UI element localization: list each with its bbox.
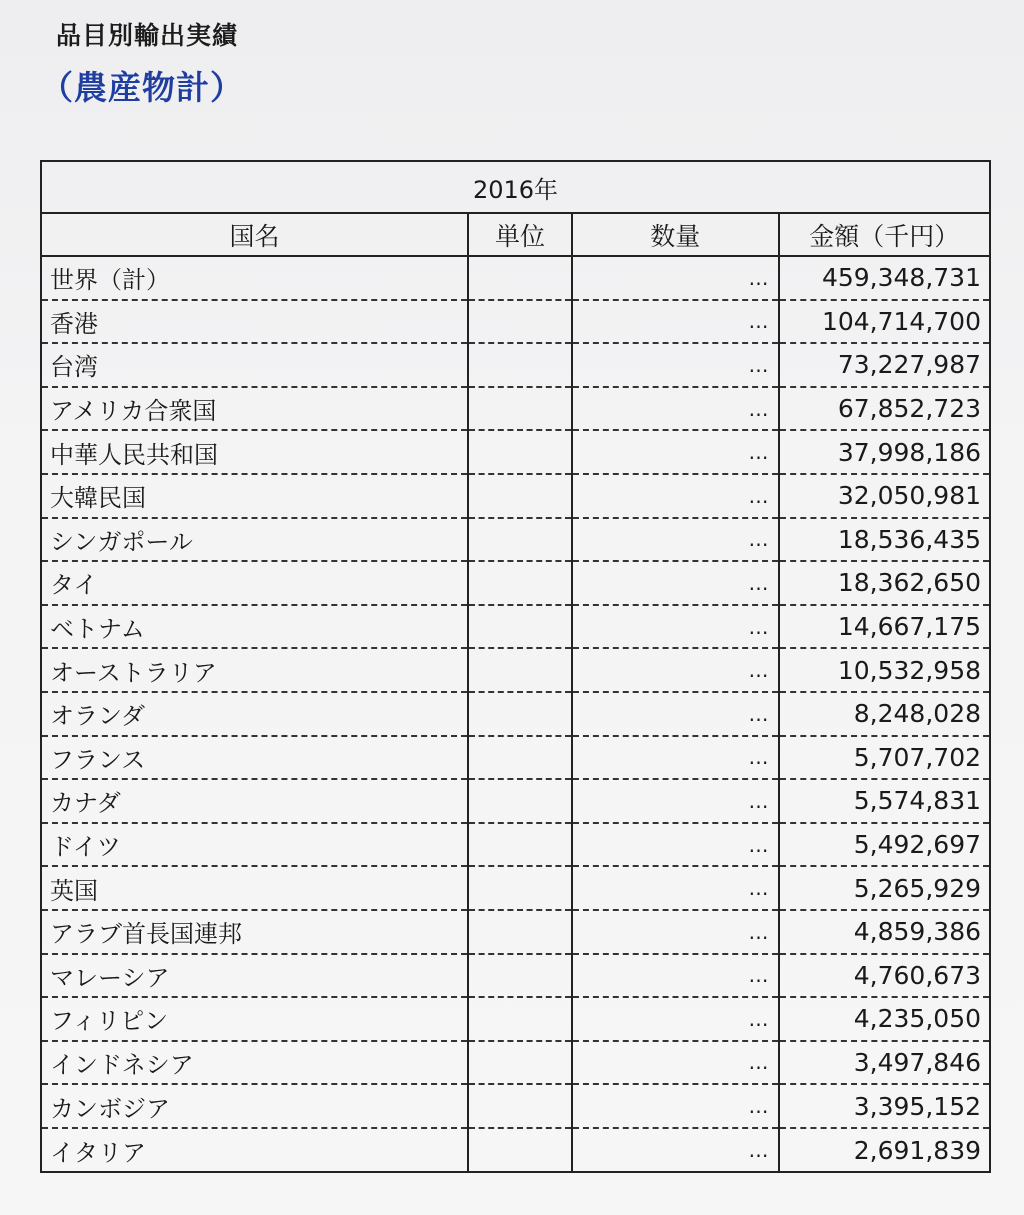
quantity-cell: … xyxy=(572,474,778,518)
quantity-cell: … xyxy=(572,256,778,300)
column-header-country: 国名 xyxy=(42,213,468,256)
table-row xyxy=(42,692,989,736)
table-row xyxy=(42,648,989,692)
country-cell: 大韓民国 xyxy=(42,474,468,518)
amount-cell: 5,492,697 xyxy=(779,823,989,867)
quantity-cell: … xyxy=(572,1041,778,1085)
table-row xyxy=(42,910,989,954)
unit-cell xyxy=(468,300,572,344)
unit-cell xyxy=(468,648,572,692)
quantity-cell: … xyxy=(572,387,778,431)
table-row xyxy=(42,954,989,998)
country-cell: カンボジア xyxy=(42,1084,468,1128)
quantity-cell: … xyxy=(572,866,778,910)
table-row xyxy=(42,997,989,1041)
amount-cell: 67,852,723 xyxy=(779,387,989,431)
country-cell: アラブ首長国連邦 xyxy=(42,910,468,954)
quantity-cell: … xyxy=(572,518,778,562)
quantity-cell: … xyxy=(572,779,778,823)
amount-cell: 14,667,175 xyxy=(779,605,989,649)
country-cell: 香港 xyxy=(42,300,468,344)
column-header-unit: 単位 xyxy=(468,213,572,256)
amount-cell: 3,497,846 xyxy=(779,1041,989,1085)
amount-cell: 4,760,673 xyxy=(779,954,989,998)
table-row xyxy=(42,561,989,605)
amount-cell: 5,265,929 xyxy=(779,866,989,910)
amount-cell: 459,348,731 xyxy=(779,256,989,300)
country-cell: 英国 xyxy=(42,866,468,910)
document-subtitle: （農産物計） xyxy=(40,68,244,107)
quantity-cell: … xyxy=(572,954,778,998)
amount-cell: 4,859,386 xyxy=(779,910,989,954)
quantity-cell: … xyxy=(572,561,778,605)
country-cell: アメリカ合衆国 xyxy=(42,387,468,431)
quantity-cell: … xyxy=(572,343,778,387)
unit-cell xyxy=(468,387,572,431)
quantity-cell: … xyxy=(572,997,778,1041)
unit-cell xyxy=(468,997,572,1041)
country-cell: フィリピン xyxy=(42,997,468,1041)
country-cell: 世界（計） xyxy=(42,256,468,300)
country-cell: マレーシア xyxy=(42,954,468,998)
column-header-amount: 金額（千円） xyxy=(779,213,989,256)
table-row xyxy=(42,518,989,562)
table-row xyxy=(42,256,989,300)
table-row xyxy=(42,736,989,780)
document-title: 品目別輸出実績 xyxy=(56,21,239,50)
country-cell: タイ xyxy=(42,561,468,605)
column-header-quantity: 数量 xyxy=(572,213,778,256)
quantity-cell: … xyxy=(572,692,778,736)
country-cell: インドネシア xyxy=(42,1041,468,1085)
unit-cell xyxy=(468,1084,572,1128)
amount-cell: 104,714,700 xyxy=(779,300,989,344)
unit-cell xyxy=(468,256,572,300)
table-row xyxy=(42,1128,989,1172)
quantity-cell: … xyxy=(572,910,778,954)
amount-cell: 8,248,028 xyxy=(779,692,989,736)
country-cell: 中華人民共和国 xyxy=(42,430,468,474)
table-row xyxy=(42,866,989,910)
quantity-cell: … xyxy=(572,1084,778,1128)
year-header: 2016年 xyxy=(42,162,989,213)
country-cell: ベトナム xyxy=(42,605,468,649)
amount-cell: 37,998,186 xyxy=(779,430,989,474)
unit-cell xyxy=(468,1128,572,1172)
table-row xyxy=(42,605,989,649)
unit-cell xyxy=(468,1041,572,1085)
unit-cell xyxy=(468,692,572,736)
amount-cell: 3,395,152 xyxy=(779,1084,989,1128)
unit-cell xyxy=(468,910,572,954)
unit-cell xyxy=(468,823,572,867)
quantity-cell: … xyxy=(572,648,778,692)
amount-cell: 18,362,650 xyxy=(779,561,989,605)
country-cell: カナダ xyxy=(42,779,468,823)
unit-cell xyxy=(468,518,572,562)
table-row xyxy=(42,1084,989,1128)
unit-cell xyxy=(468,866,572,910)
quantity-cell: … xyxy=(572,300,778,344)
table-row xyxy=(42,474,989,518)
quantity-cell: … xyxy=(572,605,778,649)
table-row xyxy=(42,779,989,823)
country-cell: ドイツ xyxy=(42,823,468,867)
amount-cell: 18,536,435 xyxy=(779,518,989,562)
unit-cell xyxy=(468,430,572,474)
table-body xyxy=(42,256,989,1171)
amount-cell: 2,691,839 xyxy=(853,1135,981,1165)
amount-cell: 32,050,981 xyxy=(779,474,989,518)
unit-cell xyxy=(468,343,572,387)
table-row xyxy=(42,343,989,387)
table-row xyxy=(42,823,989,867)
table-row xyxy=(42,1041,989,1085)
amount-cell: 10,532,958 xyxy=(779,648,989,692)
amount-cell: 4,235,050 xyxy=(779,997,989,1041)
table-row xyxy=(42,430,989,474)
country-cell: イタリア xyxy=(42,1128,468,1172)
unit-cell xyxy=(468,736,572,780)
country-cell: シンガポール xyxy=(42,518,468,562)
country-cell: オーストラリア xyxy=(42,648,468,692)
quantity-cell: … xyxy=(572,1128,778,1172)
unit-cell xyxy=(468,474,572,518)
unit-cell xyxy=(468,779,572,823)
country-cell: オランダ xyxy=(42,692,468,736)
table-row xyxy=(42,300,989,344)
country-cell: フランス xyxy=(42,736,468,780)
unit-cell xyxy=(468,561,572,605)
amount-cell: 5,707,702 xyxy=(779,736,989,780)
amount-cell: 5,574,831 xyxy=(779,779,989,823)
export-table xyxy=(40,160,991,1173)
quantity-cell: … xyxy=(572,736,778,780)
quantity-cell: … xyxy=(572,823,778,867)
unit-cell xyxy=(468,954,572,998)
quantity-cell: … xyxy=(572,430,778,474)
amount-cell: 73,227,987 xyxy=(779,343,989,387)
table-row xyxy=(42,387,989,431)
unit-cell xyxy=(468,605,572,649)
country-cell: 台湾 xyxy=(42,343,468,387)
